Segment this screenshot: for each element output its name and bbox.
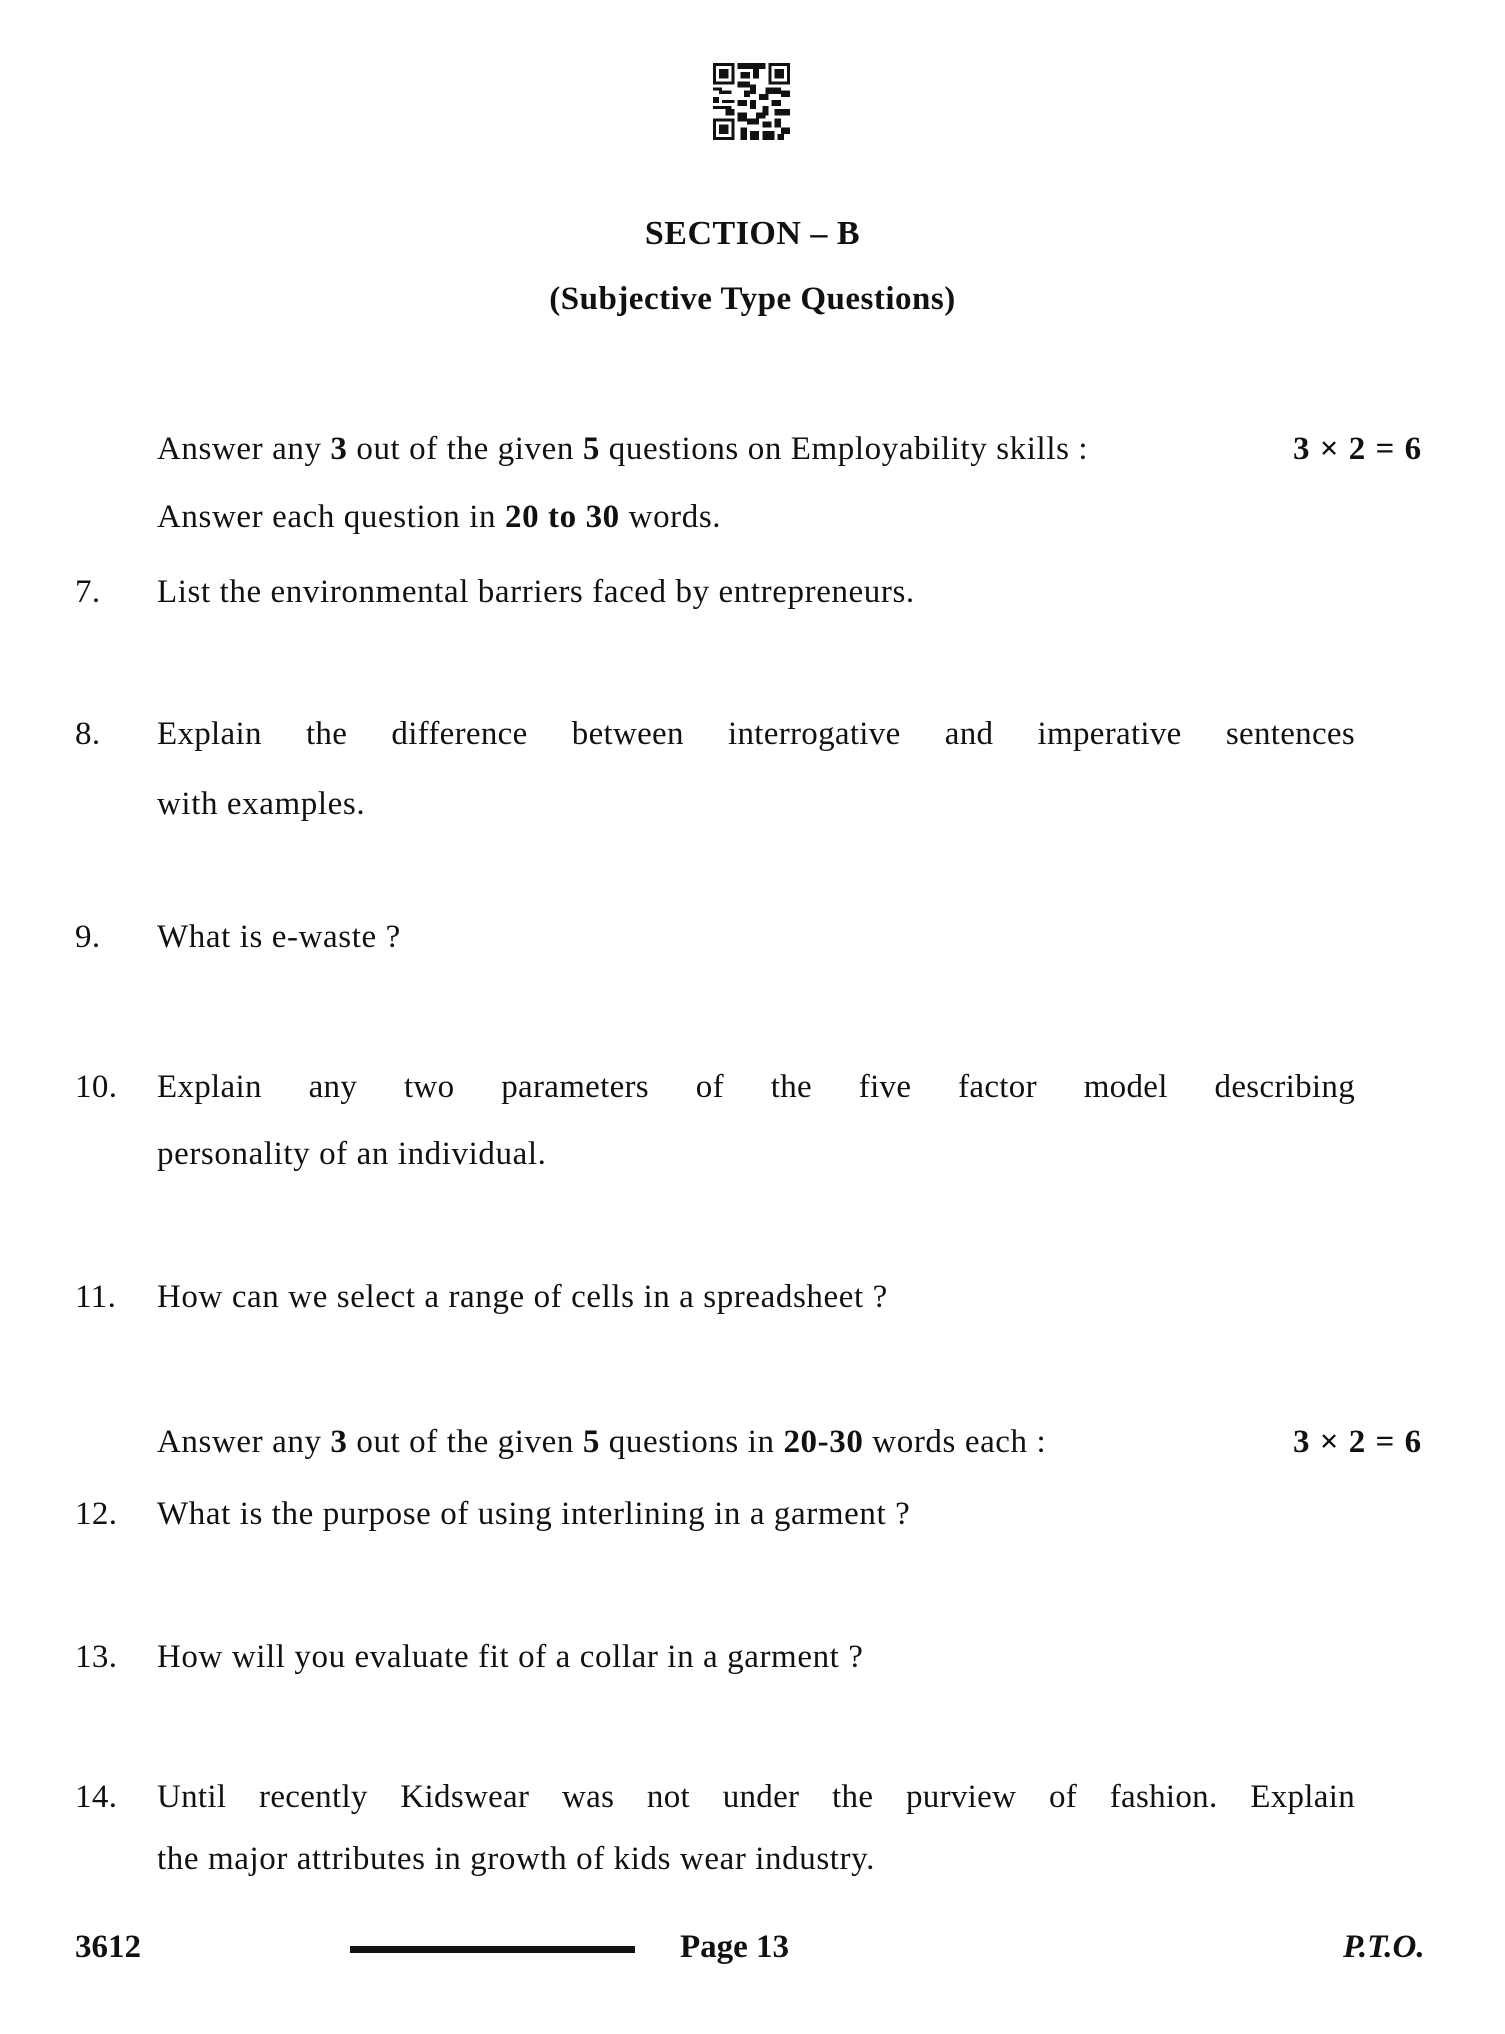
question-text: Until recently Kidswear was not under the purview of fashion. Explain bbox=[157, 1779, 1355, 1815]
marks-allocation: 3 × 2 = 6 bbox=[1293, 1424, 1423, 1460]
marks-allocation: 3 × 2 = 6 bbox=[1293, 431, 1423, 467]
question-number: 11. bbox=[75, 1279, 117, 1315]
please-turn-over: P.T.O. bbox=[1343, 1929, 1425, 1965]
section-title: SECTION – B bbox=[644, 215, 861, 252]
footer-rule bbox=[350, 1946, 635, 1953]
question-number: 7. bbox=[75, 574, 101, 610]
page-number: Page 13 bbox=[680, 1929, 790, 1965]
question-text: List the environmental barriers faced by entrepreneurs. bbox=[157, 574, 915, 610]
instruction-garment: Answer any 3 out of the given 5 questions in 20-30 words each : bbox=[157, 1424, 1047, 1460]
question-number: 13. bbox=[75, 1639, 118, 1675]
instruction-employability: Answer any 3 out of the given 5 questions on Employability skills : bbox=[157, 431, 1089, 467]
question-text: What is the purpose of using interlining in a garment ? bbox=[157, 1496, 911, 1532]
question-number: 10. bbox=[75, 1069, 118, 1105]
question-text: What is e-waste ? bbox=[157, 919, 401, 955]
question-text: How can we select a range of cells in a spreadsheet ? bbox=[157, 1279, 888, 1315]
question-text-continued: the major attributes in growth of kids wear industry. bbox=[157, 1841, 875, 1877]
question-text: Explain any two parameters of the five factor model describing bbox=[157, 1069, 1355, 1105]
question-text-continued: personality of an individual. bbox=[157, 1136, 547, 1172]
question-text: Explain the difference between interrogative and imperative sentences bbox=[157, 716, 1355, 752]
question-number: 12. bbox=[75, 1496, 118, 1532]
question-text-continued: with examples. bbox=[157, 786, 366, 822]
question-number: 9. bbox=[75, 919, 101, 955]
question-number: 14. bbox=[75, 1779, 118, 1815]
question-text: How will you evaluate fit of a collar in a garment ? bbox=[157, 1639, 864, 1675]
paper-code: 3612 bbox=[75, 1929, 141, 1965]
section-subtitle: (Subjective Type Questions) bbox=[549, 281, 956, 317]
question-number: 8. bbox=[75, 716, 101, 752]
qr-code-icon bbox=[713, 63, 790, 140]
instruction-word-limit: Answer each question in 20 to 30 words. bbox=[157, 499, 722, 535]
